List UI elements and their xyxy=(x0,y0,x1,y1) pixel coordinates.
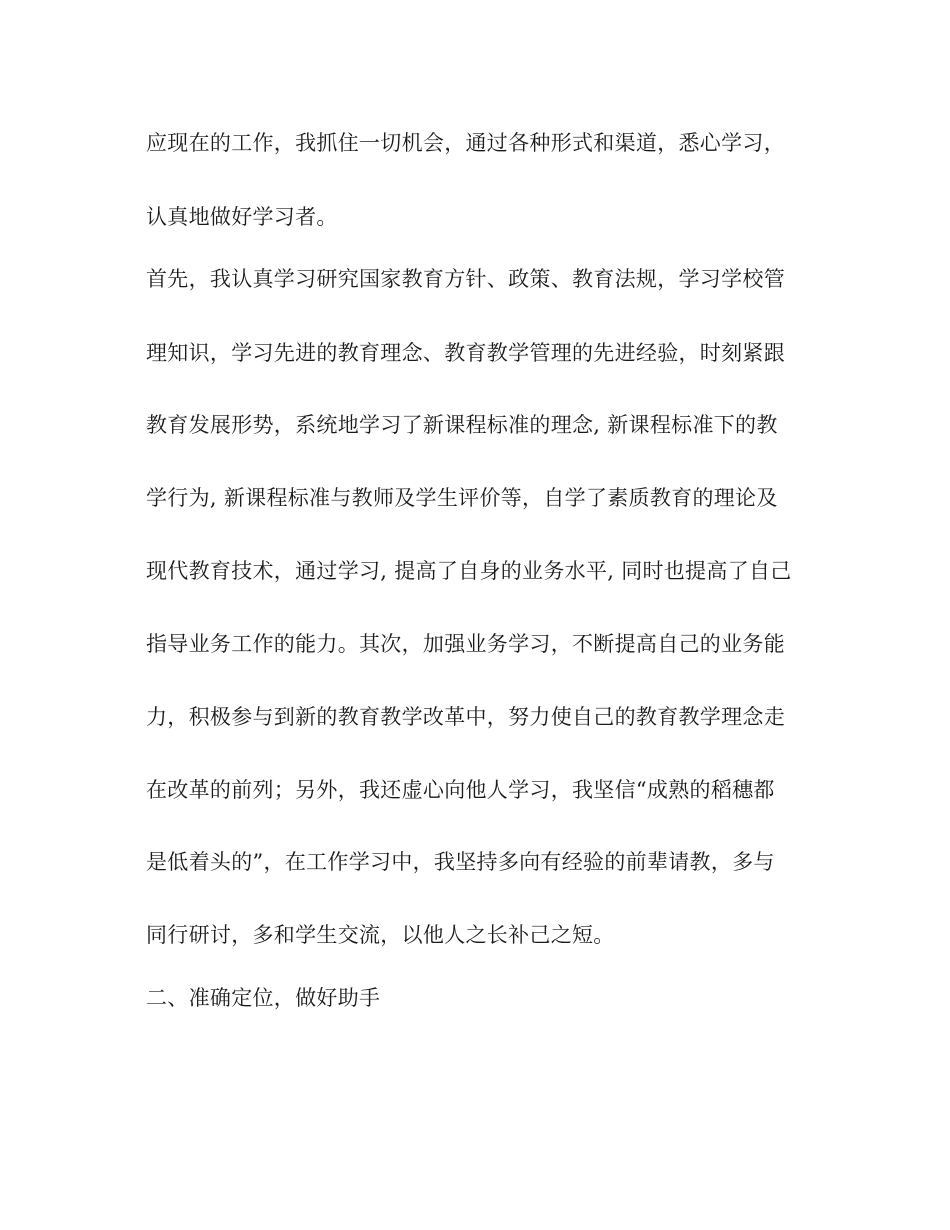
body-text-line: 教育发展形势，系统地学习了新课程标准的理念, 新课程标准下的教 xyxy=(146,413,778,437)
body-text-line: 力，积极参与到新的教育教学改革中，努力使自己的教育教学理念走 xyxy=(146,705,785,729)
body-text-line: 指导业务工作的能力。其次，加强业务学习，不断提高自己的业务能 xyxy=(146,632,785,656)
body-text-line: 认真地做好学习者。 xyxy=(146,205,338,229)
body-text-line: 应现在的工作，我抓住一切机会，通过各种形式和渠道，悉心学习， xyxy=(146,131,785,155)
body-text-line: 学行为, 新课程标准与教师及学生评价等，自学了素质教育的理论及 xyxy=(146,486,778,510)
section-heading: 二、准确定位，做好助手 xyxy=(146,986,381,1010)
body-text-line: 在改革的前列；另外，我还虚心向他人学习，我坚信“成熟的稻穗都 xyxy=(146,778,775,802)
body-text-line: 现代教育技术，通过学习, 提高了自身的业务水平, 同时也提高了自己 xyxy=(146,559,792,583)
body-text-line: 理知识，学习先进的教育理念、教育教学管理的先进经验，时刻紧跟 xyxy=(146,341,785,365)
body-text-line: 是低着头的”，在工作学习中，我坚持多向有经验的前辈请教，多与 xyxy=(146,850,775,874)
paragraph-start-line: 首先，我认真学习研究国家教育方针、政策、教育法规，学习学校管 xyxy=(146,267,785,291)
body-text-line: 同行研讨，多和学生交流，以他人之长补己之短。 xyxy=(146,923,615,947)
